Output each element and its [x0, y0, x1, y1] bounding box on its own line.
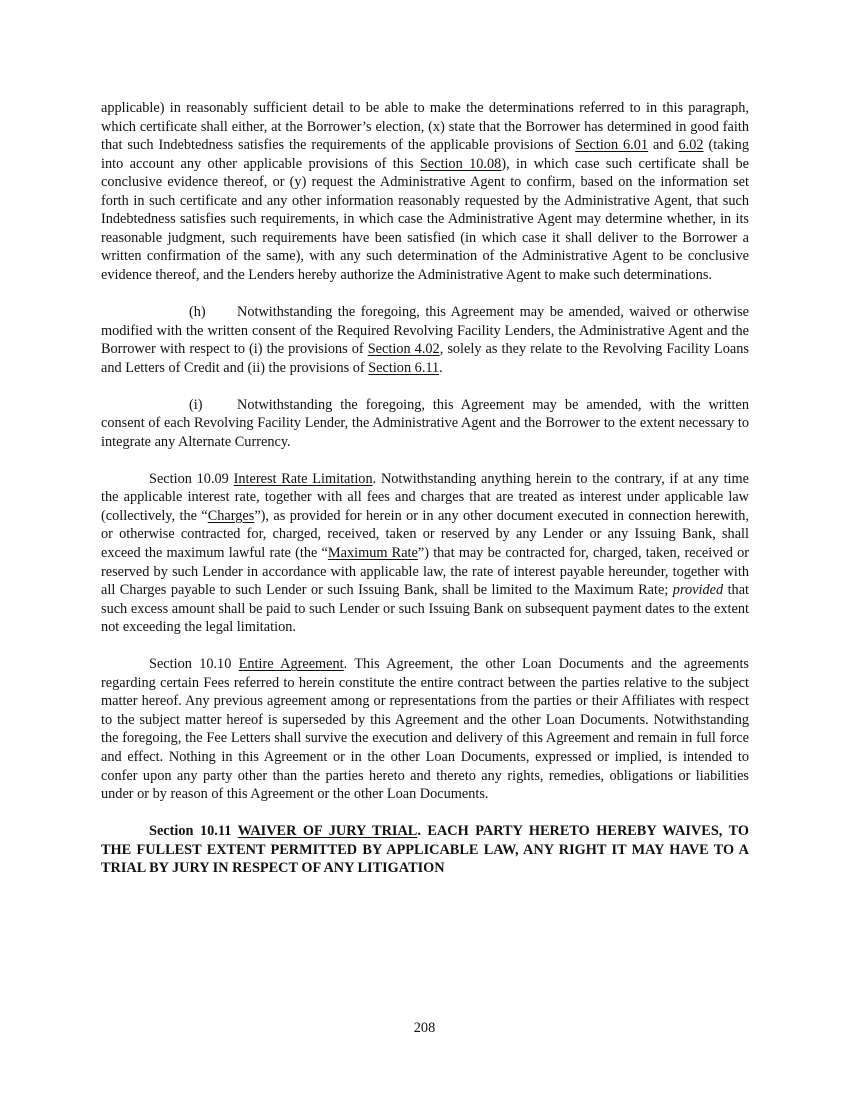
clause-i-text: Notwithstanding the foregoing, this Agreement may be amended, with the written consent of each Revolving Facility Lender, the Administrative Agent and the Borrower to the extent necessary to integrate any Alternate Currency.	[101, 396, 749, 450]
section-6-01-reference: Section 6.01	[575, 137, 649, 154]
clause-h-marker: (h)	[189, 303, 206, 320]
intro-paragraph	[101, 99, 749, 284]
intro-text-1: applicable) in reasonably sufficient detail to be able to make the determinations referred to in this paragraph, which certificate shall either, at the Borrower’s election, (x) state that the Borrower has determined in good faith that such Indebtedness satisfies the requirements of the applicable provisions of	[101, 100, 749, 154]
section-10-09-text-3: ”) that may be contracted for, charged, taken, received or reserved by such Lender in accordance with applicable law, the rate of interest payable hereunder, together with all Charges payable to such Lender or such Issuing Bank, shall be limited to the Maximum Rate;	[101, 544, 750, 599]
section-4-02-reference: Section 4.02	[367, 341, 440, 358]
section-10-10-label: Section 10.10	[149, 656, 232, 673]
maximum-rate-defined-term: Maximum Rate	[327, 544, 418, 561]
intro-text-4: ), in which case such certificate shall be conclusive evidence thereof, or (y) request the Administrative Agent to confirm, based on the information set forth in such certificate and any other information reasonably requested by the Administrative Agent, that such Indebtedness satisfies such requirements, in which case the Administrative Agent may determine whether, in its reasonable judgment, such requirements have been satisfied (in which case it shall deliver to the Borrower a written confirmation of the same), with any such determination of the Administrative Agent to be conclusive evidence thereof, and the Lenders hereby authorize the Administrative Agent to make such determinations.	[101, 155, 749, 283]
section-10-11-heading: WAIVER OF JURY TRIAL	[237, 823, 418, 840]
section-10-09-paragraph	[101, 470, 749, 637]
section-10-11-paragraph	[101, 822, 749, 878]
clause-h-text-2: , solely as they relate to the Revolving Facility Loans and Letters of Credit and (ii) the provisions of	[101, 341, 749, 376]
clause-h-paragraph	[101, 303, 749, 377]
clause-h-text-3: .	[439, 359, 443, 376]
section-10-09-text-2: ”), as provided for herein or in any other document executed in connection herewith, or otherwise contracted for, charged, received, taken or reserved by any Lender or any Issuing Bank, shall exceed the maximum lawful rate (the “	[101, 507, 749, 561]
section-10-10-text: . This Agreement, the other Loan Documents and the agreements regarding certain Fees referred to herein constitute the entire contract between the parties relative to the subject matter hereof. Any previous agreement among or representations from the parties or their Affiliates with respect to the subject matter hereof is superseded by this Agreement and the other Loan Documents. Notwithstanding the foregoing, the Fee Letters shall survive the execution and delivery of this Agreement and remain in full force and effect. Nothing in this Agreement or in the other Loan Documents, expressed or implied, is intended to confer upon any party other than the parties hereto and thereto any rights, remedies, obligations or liabilities under or by reason of this Agreement or the other Loan Documents.	[101, 656, 749, 803]
intro-text-2: and	[648, 137, 679, 154]
section-10-08-reference: Section 10.08	[419, 155, 502, 172]
clause-i-marker: (i)	[189, 396, 203, 413]
section-10-09-text-1: . Notwithstanding anything herein to the contrary, if at any time the applicable interest rate, together with all fees and charges that are treated as interest under applicable law (collectively, the “	[101, 470, 749, 524]
section-10-11-text: . EACH PARTY HERETO HEREBY WAIVES, TO THE FULLEST EXTENT PERMITTED BY APPLICABLE LAW, ANY RIGHT IT MAY HAVE TO A TRIAL BY JURY IN RESPECT OF ANY LITIGATION	[101, 823, 749, 877]
section-10-10-paragraph	[101, 655, 749, 803]
section-10-09-label: Section 10.09	[149, 470, 229, 487]
clause-h-text-1: Notwithstanding the foregoing, this Agreement may be amended, waived or otherwise modified with the written consent of the Required Revolving Facility Lenders, the Administrative Agent and the Borrower with respect to (i) the provisions of	[101, 303, 749, 358]
section-10-10-heading: Entire Agreement	[238, 656, 344, 673]
section-10-09-heading: Interest Rate Limitation	[233, 470, 373, 487]
section-10-09-text-4: that such excess amount shall be paid to such Lender or such Issuing Bank on subsequent payment dates to the extent not exceeding the legal limitation.	[101, 582, 750, 636]
section-6-11-reference: Section 6.11	[368, 359, 440, 376]
provided-term: provided	[672, 582, 724, 599]
section-6-02-reference: 6.02	[678, 137, 704, 154]
clause-i-paragraph	[101, 396, 749, 452]
document-page	[101, 99, 749, 878]
page-number: 208	[413, 1020, 436, 1036]
charges-defined-term: Charges	[207, 507, 255, 524]
section-10-11-label: Section 10.11	[149, 823, 232, 840]
intro-text-3: (taking into account any other applicable provisions of this	[101, 137, 749, 172]
